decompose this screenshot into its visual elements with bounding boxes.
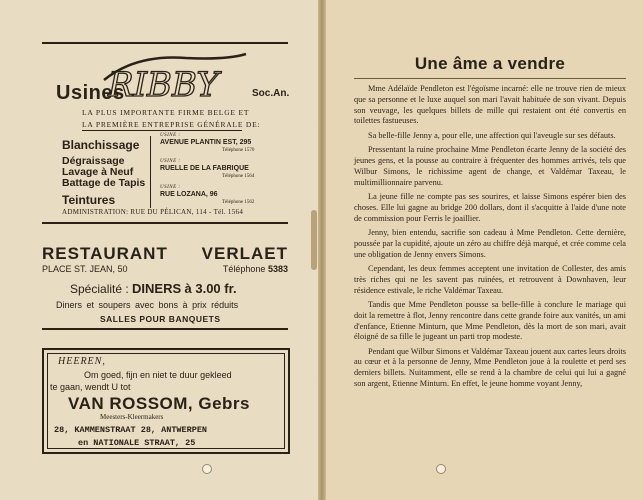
ribby-location-phone: Téléphone 1562 (222, 200, 255, 205)
ribby-usine-label: USINE : (160, 185, 181, 190)
verlaet-advertisement (42, 236, 288, 336)
rossom-line-1: Om goed, fijn en niet te duur gekleed (84, 370, 232, 380)
rossom-address-2: en NATIONALE STRAAT, 25 (78, 438, 196, 448)
ribby-location-address: RUE LOZANA, 96 (160, 191, 218, 198)
ribby-advertisement (42, 42, 288, 224)
rossom-heeren: HEEREN, (58, 356, 106, 367)
ribby-location-phone: Téléphone 1564 (222, 174, 255, 179)
rossom-address-1: 28, KAMMENSTRAAT 28, ANTWERPEN (54, 425, 208, 435)
story-paragraph: Cependant, les deux femmes acceptent une invitation de Collester, des amis très riches qui ne les savent pas ruinées, et retrouvent à Downhaven, leur résidence estivale, le riche Valdémar Taxeau. (354, 263, 626, 295)
punch-hole (202, 464, 212, 474)
divider (42, 42, 288, 44)
verlaet-phone-label: Téléphone (222, 264, 266, 274)
ribby-logo-text: RIBBY (108, 65, 219, 102)
divider (42, 328, 288, 330)
story-paragraph: Jenny, bien entendu, sacrifie son cadeau à Mme Pendleton. Cette dernière, poussée par la cupidité, ajoute un zéro au chiffre déjà marqué, et crée comme cela une obligation de Jenny envers Simons. (354, 227, 626, 259)
story-paragraph: Tandis que Mme Pendleton pousse sa belle-fille à conclure le mariage qui doit la remettre à flot, Jenny rencontre dans cette grande foire aux vanités, un ami d'enfance, Etienne Minturn, que Mme Pendleton, dès la mort de son mari, avait éloigné de sa fille le jugeant un parti trop modeste. (354, 299, 626, 342)
verlaet-place: PLACE ST. JEAN, 50 (42, 264, 128, 274)
ribby-tagline-1: LA PLUS IMPORTANTE FIRME BELGE ET (82, 108, 250, 117)
ribby-location-address: RUELLE DE LA FABRIQUE (160, 165, 249, 172)
story-paragraph: La jeune fille ne compte pas ses sourires, et laisse Simons espérer bien des choses. Elle lui gagne au bridge 200 dollars, dont il s'acquitte à l'aide d'une note de commission pour Ferris le joaillier. (354, 191, 626, 223)
story-paragraph: Pendant que Wilbur Simons et Valdémar Taxeau jouent aux cartes leurs droits au cœur et à la personne de Jenny, Mme Pendleton joue à la roulette et perd ses derniers billets. Nuitamment, elle se rend à la chambre de celui qui lui a gagné son argent, Etienne Minturn. En effet, le jeune homme voyant Jenny, (354, 346, 626, 389)
story-paragraph: Pressentant la ruine prochaine Mme Pendleton écarte Jenny de la société des jeunes gens, et la pousse au contraire à fréquenter des hommes arrivés, tels que Wilbur Simons, le richissime agent de change, et Valdémar Taxeau, le multimillionnaire parvenu. (354, 145, 626, 187)
ribby-service: Dégraissage (62, 155, 125, 167)
divider (354, 78, 626, 79)
divider (42, 222, 288, 224)
ribby-soc-label: Soc.An. (252, 88, 290, 99)
verlaet-diners-line: Diners et soupers avec bons à prix réduits (56, 300, 239, 310)
divider (82, 130, 242, 131)
verlaet-name-left: RESTAURANT (42, 244, 168, 263)
verlaet-name-right: VERLAET (201, 244, 288, 263)
book-gutter (318, 0, 326, 500)
rossom-advertisement (42, 348, 290, 454)
punch-hole (436, 464, 446, 474)
verlaet-phone (223, 264, 288, 274)
rossom-line-2: te gaan, wendt U tot (50, 382, 131, 392)
ribby-location-address: AVENUE PLANTIN EST, 295 (160, 139, 252, 146)
ribby-usines-label: Usines (56, 82, 125, 104)
ribby-service: Blanchissage (62, 138, 140, 152)
verlaet-phone-number: 5383 (267, 264, 288, 274)
rossom-meesters: Meesters-Kleermakers (100, 413, 164, 421)
ribby-service: Lavage à Neuf (62, 166, 134, 178)
ribby-tagline-2: LA PREMIÈRE ENTREPRISE GÉNÉRALE DE: (82, 120, 261, 129)
ribby-usine-label: USINE : (160, 133, 181, 138)
verlaet-specialty-price: à 3.00 fr. (184, 281, 237, 296)
ribby-location-phone: Téléphone 1570 (222, 148, 255, 153)
ribby-administration: ADMINISTRATION: RUE DU PÉLICAN, 114 - Tél. 1564 (62, 208, 244, 216)
verlaet-specialty-prefix: Spécialité : (70, 282, 129, 296)
divider (150, 136, 151, 208)
verlaet-name (42, 244, 288, 264)
ribby-service: Teintures (62, 193, 116, 207)
ribby-logo (96, 50, 256, 102)
verlaet-salles: SALLES POUR BANQUETS (100, 314, 221, 324)
story-paragraph: Sa belle-fille Jenny a, pour elle, une affection qui l'aveugle sur ses défauts. (368, 130, 616, 140)
ribby-usine-label: USINE : (160, 159, 181, 164)
story-text (354, 84, 626, 393)
story-paragraph: Mme Adélaïde Pendleton est l'égoïsme incarné: elle ne trouve rien de mieux que sa personne et le luxe auquel son mari l'avait habituée de son vivant. Depuis son veuvage, les quelques billets de mille qui restaient ont été convertis en toilettes fastueuses. (354, 84, 626, 126)
binding-tab (311, 210, 317, 270)
verlaet-specialty (70, 281, 237, 296)
verlaet-specialty-item: DINERS (132, 281, 182, 296)
rossom-name: VAN ROSSOM, Gebrs (68, 394, 250, 413)
ribby-service: Battage de Tapis (62, 177, 146, 189)
page-title: Une âme a vendre (414, 54, 566, 73)
